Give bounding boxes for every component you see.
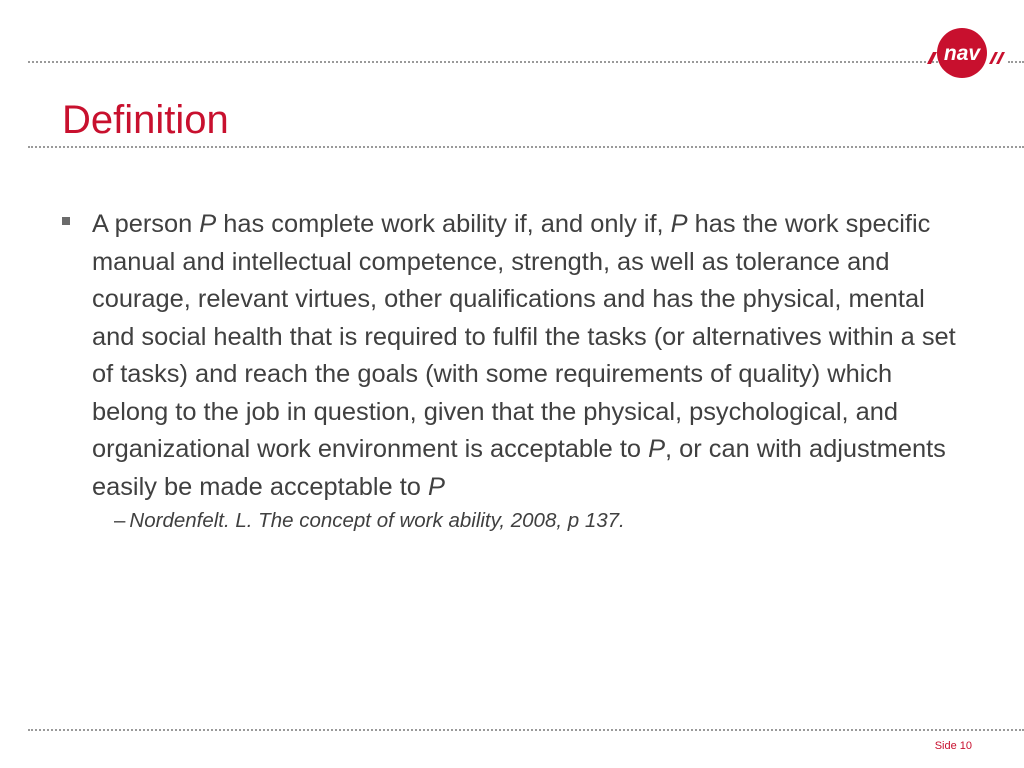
logo-right-slash-1: [989, 52, 998, 64]
page-number: Side 10: [934, 740, 972, 752]
definition-segment: A person: [92, 210, 200, 238]
header-divider: [28, 61, 942, 63]
definition-segment: has complete work ability if, and only if,: [216, 210, 671, 238]
logo-right-slash-2: [996, 52, 1005, 64]
slide-title: Definition: [62, 98, 229, 142]
variable-p: P: [427, 472, 445, 501]
citation-dash: –: [114, 509, 126, 532]
logo-wordmark: nav: [943, 42, 981, 65]
variable-p: P: [648, 435, 666, 463]
definition-segment: , or can with adjustments easily be made acceptable to: [92, 435, 946, 501]
definition-segment: has the work specific manual and intellectual competence, strength, as well as tolerance and courage, relevant virtues, other qualifications and has the physical, mental and social health that is required to fulfil the tasks (or alternatives within a set of tasks) and reach the goals (with some requirements of quality) which belong to the job in question, given that the physical, psychological, and organizational work environment is acceptable to: [92, 210, 956, 463]
citation: [114, 507, 972, 535]
square-bullet-icon: [62, 217, 70, 225]
citation-text: Nordenfelt. L. The concept of work ability, 2008, p 137.: [129, 509, 625, 532]
header-divider-right: [1008, 61, 1024, 63]
nav-logo: [924, 24, 1010, 82]
variable-p: P: [670, 210, 688, 238]
definition-bullet: [62, 206, 972, 535]
title-divider: [28, 146, 1024, 148]
variable-p: P: [199, 210, 217, 238]
definition-text: [92, 206, 972, 506]
logo-left-slash: [927, 52, 937, 64]
footer-divider: [28, 729, 1024, 731]
